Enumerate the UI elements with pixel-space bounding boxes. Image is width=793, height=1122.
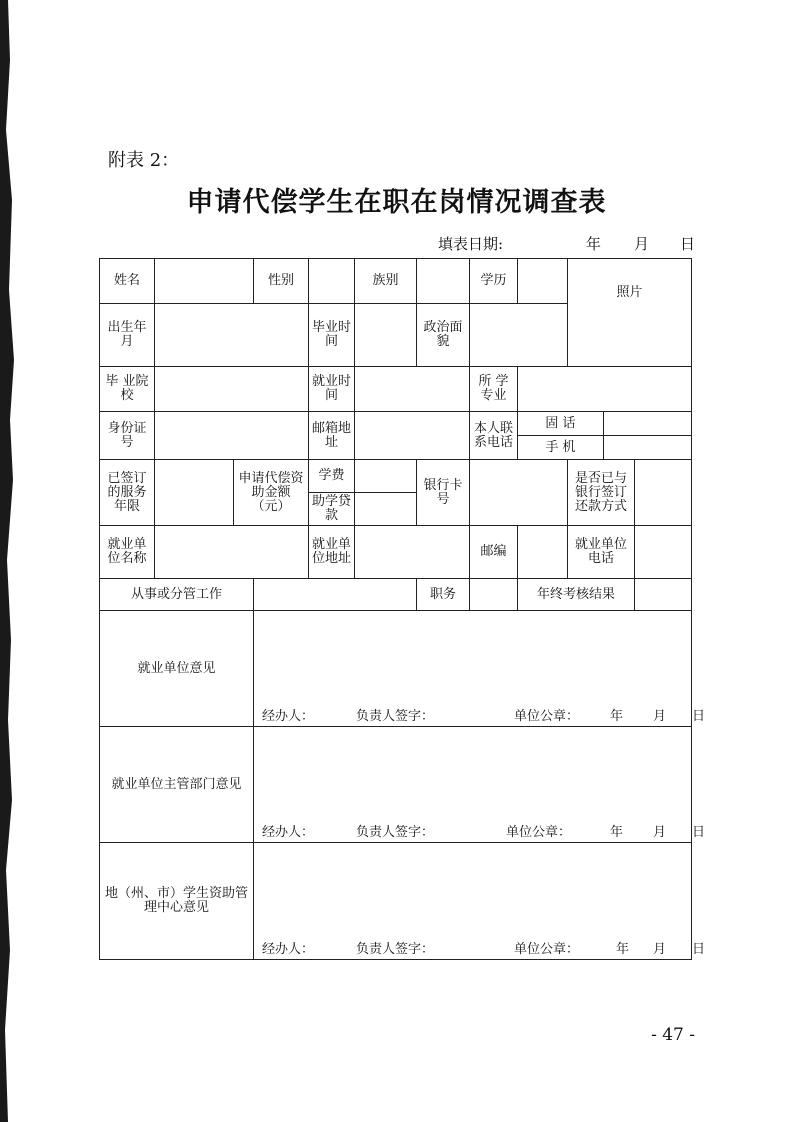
appendix-label: 附表 2：	[108, 150, 180, 171]
service-years-value[interactable]	[155, 460, 234, 526]
mobile-value[interactable]	[604, 436, 692, 460]
student-loan-value[interactable]	[355, 493, 417, 526]
responsible-signature-label: 负责人签字：	[356, 709, 435, 724]
gender-label: 性别	[254, 259, 309, 304]
name-value[interactable]	[155, 259, 254, 304]
ethnicity-label: 族别	[355, 259, 417, 304]
bank-card-value[interactable]	[470, 460, 568, 526]
annual-assessment-label: 年终考核结果	[518, 579, 635, 611]
scan-edge-shadow	[0, 0, 14, 1122]
unit-seal-label: 单位公章：	[514, 709, 580, 724]
major-label: 所 学专业	[470, 367, 518, 412]
employer-address-value[interactable]	[355, 526, 470, 579]
opinion-year: 年	[610, 825, 624, 840]
student-loan-label: 助学贷款	[309, 493, 355, 526]
birth-date-label: 出生年月	[100, 304, 155, 367]
photo-box[interactable]	[568, 259, 692, 367]
page-title: 申请代偿学生在职在岗情况调查表	[186, 187, 607, 218]
row-employer-opinion	[100, 611, 692, 727]
graduation-school-value[interactable]	[155, 367, 309, 412]
supervisor-opinion-signature-line	[260, 824, 706, 840]
education-label: 学历	[470, 259, 518, 304]
row-compensation	[100, 460, 692, 493]
bank-contract-value[interactable]	[635, 460, 692, 526]
employer-opinion-signature-line	[260, 708, 706, 724]
page-number: - 47 -	[651, 1025, 695, 1045]
supervisor-opinion-body[interactable]	[254, 727, 706, 843]
mobile-label: 手 机	[518, 436, 604, 460]
landline-label: 固 话	[518, 412, 604, 436]
opinion-day: 日	[692, 709, 706, 724]
handler-label: 经办人：	[262, 942, 315, 957]
survey-form-table	[99, 258, 706, 960]
political-status-value[interactable]	[470, 304, 568, 367]
employer-opinion-label: 就业单位意见	[100, 611, 254, 727]
responsible-signature-label: 负责人签字：	[356, 942, 435, 957]
row-id-address	[100, 412, 692, 436]
graduation-school-label: 毕 业院校	[100, 367, 155, 412]
tuition-label: 学费	[309, 460, 355, 493]
center-opinion-body[interactable]	[254, 843, 706, 960]
center-opinion-label: 地（州、市）学生资助管理中心意见	[100, 843, 254, 960]
fill-date-year: 年	[586, 235, 602, 253]
employer-phone-value[interactable]	[635, 526, 692, 579]
political-status-label: 政治面貌	[417, 304, 470, 367]
unit-seal-label: 单位公章：	[506, 825, 572, 840]
postcode-value[interactable]	[518, 526, 568, 579]
opinion-year: 年	[616, 942, 630, 957]
tuition-value[interactable]	[355, 460, 417, 493]
row-position	[100, 579, 692, 611]
row-supervisor-opinion	[100, 727, 692, 843]
postcode-label: 邮编	[470, 526, 518, 579]
opinion-month: 月	[653, 825, 667, 840]
responsible-signature-label: 负责人签字：	[356, 825, 435, 840]
fill-date-month: 月	[634, 235, 650, 253]
photo-label: 照片	[616, 284, 643, 300]
employer-address-label: 就业单位地址	[309, 526, 355, 579]
employment-time-value[interactable]	[355, 367, 470, 412]
row-employer	[100, 526, 692, 579]
unit-seal-label: 单位公章：	[514, 942, 580, 957]
employer-phone-label: 就业单位电话	[568, 526, 635, 579]
supervisor-opinion-label: 就业单位主管部门意见	[100, 727, 254, 843]
employer-name-value[interactable]	[155, 526, 309, 579]
compensation-amount-label: 申请代偿资助金额（元）	[234, 460, 309, 526]
opinion-day: 日	[692, 825, 706, 840]
row-basic-info	[100, 259, 692, 304]
annual-assessment-value[interactable]	[635, 579, 692, 611]
bank-contract-label: 是否已与银行签订还款方式	[568, 460, 635, 526]
work-engaged-value[interactable]	[254, 579, 417, 611]
employment-time-label: 就业时间	[309, 367, 355, 412]
service-years-label: 已签订的服务年限	[100, 460, 155, 526]
center-opinion-signature-line	[260, 941, 706, 957]
birth-date-value[interactable]	[155, 304, 309, 367]
position-value[interactable]	[470, 579, 518, 611]
graduation-time-label: 毕业时间	[309, 304, 355, 367]
employer-name-label: 就业单位名称	[100, 526, 155, 579]
mailing-address-value[interactable]	[355, 412, 470, 460]
handler-label: 经办人：	[262, 709, 315, 724]
fill-date-day: 日	[680, 235, 696, 253]
work-engaged-label: 从事或分管工作	[100, 579, 254, 611]
fill-date-row	[438, 233, 694, 253]
opinion-day: 日	[692, 942, 706, 957]
id-number-label: 身份证号	[100, 412, 155, 460]
name-label: 姓名	[100, 259, 155, 304]
mailing-address-label: 邮箱地址	[309, 412, 355, 460]
graduation-time-value[interactable]	[355, 304, 417, 367]
opinion-year: 年	[610, 709, 624, 724]
education-value[interactable]	[518, 259, 568, 304]
contact-phone-label: 本人联系电话	[470, 412, 518, 460]
row-school-major	[100, 367, 692, 412]
employer-opinion-body[interactable]	[254, 611, 706, 727]
position-label: 职务	[417, 579, 470, 611]
gender-value[interactable]	[309, 259, 355, 304]
ethnicity-value[interactable]	[417, 259, 470, 304]
opinion-month: 月	[653, 942, 667, 957]
id-number-value[interactable]	[155, 412, 309, 460]
handler-label: 经办人：	[262, 825, 315, 840]
fill-date-label: 填表日期:	[438, 235, 504, 253]
opinion-month: 月	[653, 709, 667, 724]
row-center-opinion	[100, 843, 692, 960]
major-value[interactable]	[518, 367, 692, 412]
landline-value[interactable]	[604, 412, 692, 436]
bank-card-label: 银行卡号	[417, 460, 470, 526]
